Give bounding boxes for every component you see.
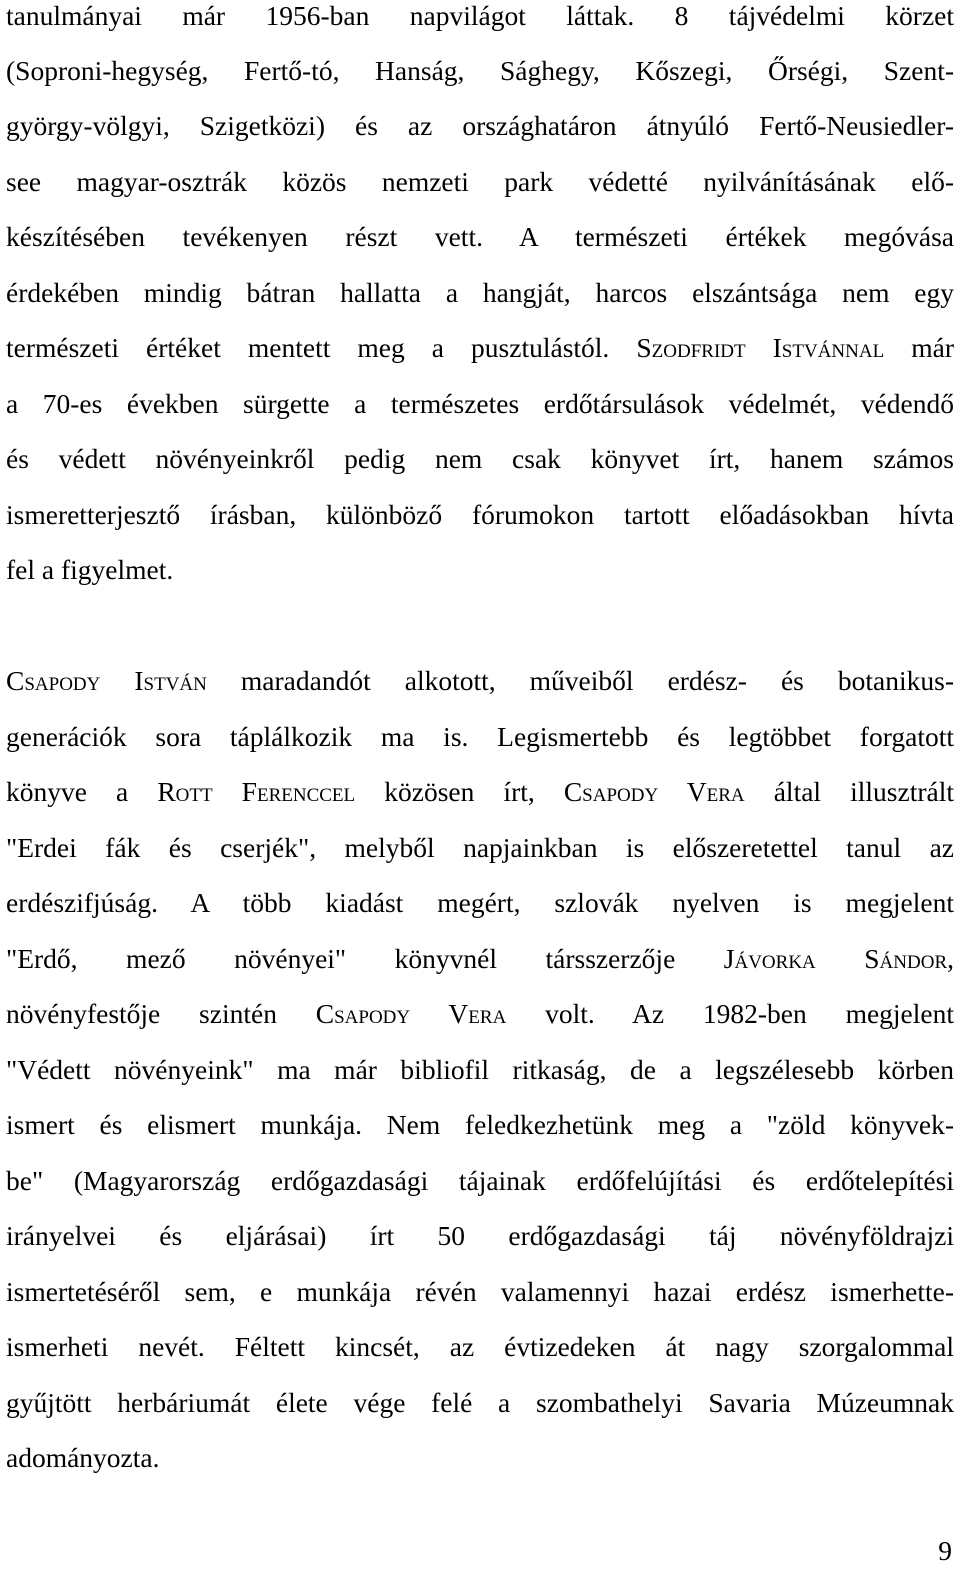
person-name: Szodfridt Istvánnal	[636, 332, 885, 363]
text-line	[6, 939, 954, 979]
text-line: a 70-es években sürgette a természetes erdőtársulások védelmét, védendő	[6, 388, 954, 419]
person-name: Jávorka Sándor	[723, 943, 948, 974]
text-run: már	[884, 332, 954, 363]
text-line: see magyar-osztrák közös nemzeti park védetté nyilvánításának elő-	[6, 166, 954, 197]
text-line	[6, 994, 954, 1034]
text-line: készítésében tevékenyen részt vett. A természeti értékek megóvása	[6, 221, 954, 252]
text-line: ismeretterjesztő írásban, különböző fórumokon tartott előadásokban hívta	[6, 499, 954, 530]
text-line: erdészifjúság. A több kiadást megért, szlovák nyelven is megjelent	[6, 887, 954, 918]
text-line: tanulmányai már 1956-ban napvilágot láttak. 8 tájvédelmi körzet	[6, 0, 954, 31]
text-line: be" (Magyarország erdőgazdasági tájainak erdőfelújítási és erdőtelepítési	[6, 1165, 954, 1196]
text-line: fel a figyelmet.	[6, 554, 174, 585]
text-run: könyve a	[6, 776, 158, 807]
text-line: ismerheti nevét. Féltett kincsét, az évtizedeken át nagy szorgalommal	[6, 1331, 954, 1362]
person-name: Csapody Vera	[315, 998, 507, 1029]
text-run: "Erdő, mező növényei" könyvnél társszerzője	[6, 943, 724, 974]
text-run: növényfestője szintén	[6, 998, 316, 1029]
text-line: györgy-völgyi, Szigetközi) és az országhatáron átnyúló Fertő-Neusiedler-	[6, 110, 954, 141]
text-run: maradandót alkotott, műveiből erdész- és botanikus-	[206, 665, 955, 696]
text-line: ismertetéséről sem, e munkája révén valamennyi hazai erdész ismerhette-	[6, 1276, 954, 1307]
text-run: ,	[947, 943, 954, 974]
text-line	[6, 772, 954, 812]
person-name: Rott Ferenccel	[157, 776, 356, 807]
text-line: és védett növényeinkről pedig nem csak könyvet írt, hanem számos	[6, 443, 954, 474]
text-line: adományozta.	[6, 1442, 160, 1473]
text-line: irányelvei és eljárásai) írt 50 erdőgazdasági táj növényföldrajzi	[6, 1220, 954, 1251]
text-run: által illusztrált	[744, 776, 954, 807]
person-name: Csapody István	[6, 665, 207, 696]
person-name: Csapody Vera	[563, 776, 745, 807]
text-line: érdekében mindig bátran hallatta a hangját, harcos elszántsága nem egy	[6, 277, 954, 308]
page-number: 9	[938, 1535, 952, 1566]
text-run: természeti értéket mentett meg a pusztulástól.	[6, 332, 637, 363]
text-run: közösen írt,	[355, 776, 564, 807]
text-line: "Erdei fák és cserjék", melyből napjainkban is előszeretettel tanul az	[6, 832, 954, 863]
text-line: "Védett növényeink" ma már bibliofil ritkaság, de a legszélesebb körben	[6, 1054, 954, 1085]
text-line: generációk sora táplálkozik ma is. Legismertebb és legtöbbet forgatott	[6, 721, 954, 752]
text-line: (Soproni-hegység, Fertő-tó, Hanság, Sághegy, Kőszegi, Őrségi, Szent-	[6, 55, 954, 86]
text-line	[6, 328, 954, 368]
text-run: volt. Az 1982-ben megjelent	[506, 998, 954, 1029]
text-line	[6, 661, 954, 701]
text-line: ismert és elismert munkája. Nem feledkezhetünk meg a "zöld könyvek-	[6, 1109, 954, 1140]
text-line: gyűjtött herbáriumát élete vége felé a szombathelyi Savaria Múzeumnak	[6, 1387, 954, 1418]
